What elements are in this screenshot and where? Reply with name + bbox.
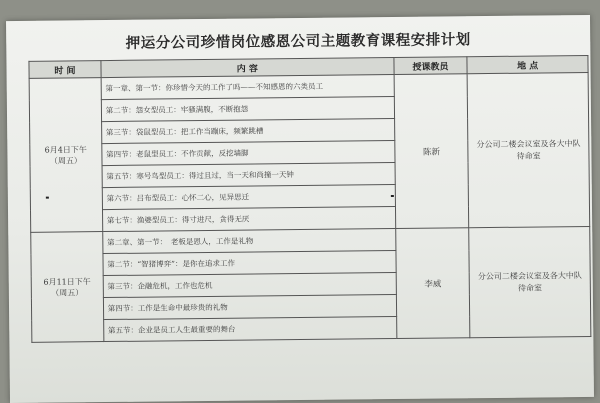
session-1-item: 第五节：寒号鸟型员工：得过且过，当一天和尚撞一天钟 <box>102 163 395 188</box>
session-1-weekday: （周五） <box>49 155 82 166</box>
table-row <box>29 72 588 100</box>
session-1-item: 第四节：老鼠型员工：不作贡献，反挖墙脚 <box>102 141 395 166</box>
session-1-item: 第二节：怨女型员工：牢骚满腹，不断抱怨 <box>101 97 394 122</box>
session-1-time <box>29 78 102 233</box>
session-2-place: 分公司二楼会议室及各大中队待命室 <box>469 226 591 337</box>
session-2-item: 第二节：“智猪博弈”：是你在追求工作 <box>103 251 396 276</box>
schedule-table <box>28 55 591 343</box>
ink-dot <box>46 197 49 199</box>
table-row <box>31 226 590 254</box>
session-2-item: 第四节：工作是生命中最珍贵的礼物 <box>103 294 396 319</box>
session-1-item: 第三节：袋鼠型员工：把工作当蹦床，频繁跳槽 <box>101 119 394 144</box>
session-2-time <box>31 232 104 343</box>
session-1-item: 第七节：渔婆型员工：得寸进尺，贪得无厌 <box>102 207 395 232</box>
session-2-item: 第三节：企融危机，工作也危机 <box>103 272 396 297</box>
session-2-date: 6月11日下午 <box>43 276 91 287</box>
session-2-item: 第五节：企业是员工人生最重要的舞台 <box>103 316 396 341</box>
document-title: 押运分公司珍惜岗位感恩公司主题教育课程安排计划 <box>125 31 471 52</box>
session-1-place: 分公司二楼会议室及各大中队待命室 <box>467 72 589 227</box>
session-2-teacher: 李威 <box>395 228 470 339</box>
session-2-weekday: （周五） <box>51 287 84 298</box>
header-time: 时 间 <box>29 61 101 79</box>
session-1-date: 6月4日下午 <box>44 144 87 155</box>
header-content: 内 容 <box>101 58 394 78</box>
session-2-item: 第二章、第一节： 老板是恩人，工作是礼物 <box>102 229 395 254</box>
session-1-teacher: 陈新 <box>394 74 469 229</box>
session-1-item: 第六节：吕布型员工：心怀二心，见异思迁 <box>102 185 395 210</box>
header-place: 地 点 <box>467 55 588 73</box>
header-teacher: 授课教员 <box>394 57 468 75</box>
ink-dot <box>391 195 394 197</box>
document-page <box>6 15 594 403</box>
session-1-item: 第一章、第一节：你珍惜今天的工作了吗——不知感恩的六类员工 <box>101 75 394 100</box>
